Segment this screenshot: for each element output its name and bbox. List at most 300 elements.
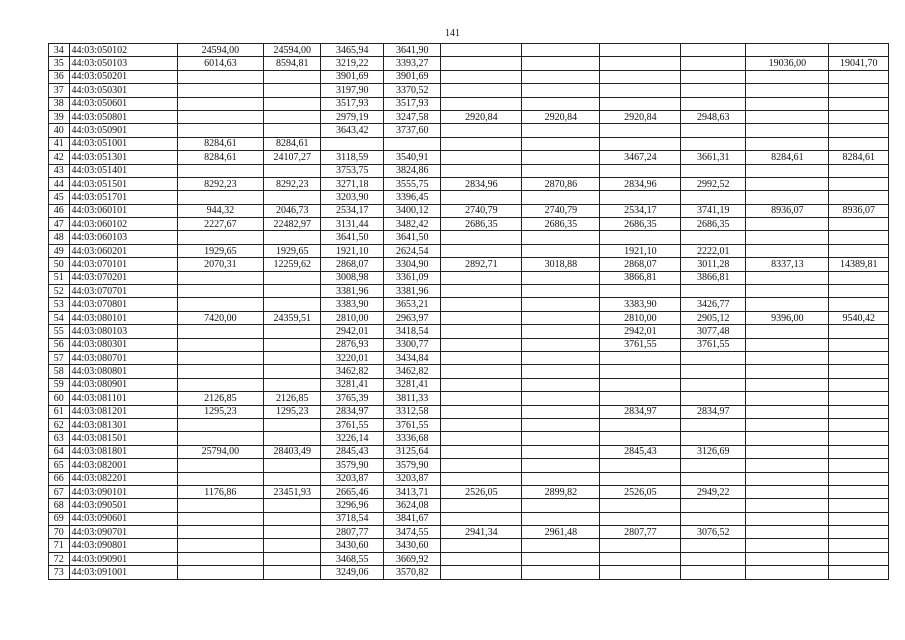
row-number: 41	[49, 137, 70, 150]
value-cell	[746, 97, 829, 110]
value-cell: 3517,93	[384, 97, 441, 110]
value-cell: 3661,31	[681, 151, 746, 164]
value-cell	[746, 445, 829, 458]
value-cell: 3076,52	[681, 526, 746, 539]
cadastral-code: 44:03:051501	[69, 177, 177, 190]
value-cell: 2740,79	[522, 204, 600, 217]
value-cell: 3296,96	[321, 499, 384, 512]
value-cell: 3018,88	[522, 258, 600, 271]
value-cell	[600, 459, 681, 472]
value-cell: 3901,69	[321, 70, 384, 83]
value-cell: 3653,21	[384, 298, 441, 311]
value-cell: 8284,61	[829, 151, 889, 164]
value-cell	[441, 84, 522, 97]
row-number: 57	[49, 351, 70, 364]
value-cell: 1929,65	[264, 244, 321, 257]
value-cell: 3304,90	[384, 258, 441, 271]
value-cell: 3841,67	[384, 512, 441, 525]
value-cell	[522, 191, 600, 204]
table-row	[49, 110, 889, 123]
value-cell	[600, 351, 681, 364]
value-cell	[829, 459, 889, 472]
cadastral-code: 44:03:080301	[69, 338, 177, 351]
value-cell	[746, 459, 829, 472]
cadastral-code: 44:03:060101	[69, 204, 177, 217]
value-cell	[600, 124, 681, 137]
cadastral-code: 44:03:050201	[69, 70, 177, 83]
value-cell	[681, 365, 746, 378]
value-cell: 3430,60	[321, 539, 384, 552]
value-cell	[746, 365, 829, 378]
value-cell: 3462,82	[384, 365, 441, 378]
value-cell	[829, 499, 889, 512]
row-number: 46	[49, 204, 70, 217]
value-cell	[600, 164, 681, 177]
value-cell	[829, 432, 889, 445]
table-row	[49, 552, 889, 565]
value-cell	[441, 392, 522, 405]
value-cell: 2834,96	[600, 177, 681, 190]
row-number: 73	[49, 566, 70, 579]
table-row	[49, 258, 889, 271]
value-cell	[522, 405, 600, 418]
value-cell: 3866,81	[600, 271, 681, 284]
value-cell	[746, 338, 829, 351]
row-number: 52	[49, 285, 70, 298]
table-row	[49, 151, 889, 164]
value-cell	[681, 552, 746, 565]
value-cell	[177, 338, 263, 351]
value-cell	[829, 44, 889, 57]
value-cell	[829, 445, 889, 458]
value-cell	[829, 298, 889, 311]
value-cell: 1176,86	[177, 485, 263, 498]
value-cell: 2686,35	[681, 218, 746, 231]
value-cell: 9396,00	[746, 311, 829, 324]
value-cell	[177, 472, 263, 485]
value-cell	[441, 418, 522, 431]
value-cell	[441, 378, 522, 391]
value-cell	[441, 365, 522, 378]
value-cell	[177, 110, 263, 123]
value-cell: 6014,63	[177, 57, 263, 70]
cadastral-code: 44:03:081201	[69, 405, 177, 418]
value-cell	[600, 365, 681, 378]
value-cell: 3811,33	[384, 392, 441, 405]
value-cell: 3579,90	[384, 459, 441, 472]
value-cell	[829, 552, 889, 565]
value-cell	[441, 459, 522, 472]
value-cell	[681, 378, 746, 391]
value-cell	[177, 325, 263, 338]
value-cell: 8284,61	[177, 151, 263, 164]
value-cell: 2948,63	[681, 110, 746, 123]
value-cell	[264, 285, 321, 298]
value-cell: 7420,00	[177, 311, 263, 324]
value-cell	[441, 191, 522, 204]
value-cell: 3219,22	[321, 57, 384, 70]
value-cell: 22482,97	[264, 218, 321, 231]
value-cell	[522, 285, 600, 298]
table-row	[49, 137, 889, 150]
value-cell: 3393,27	[384, 57, 441, 70]
row-number: 71	[49, 539, 70, 552]
value-cell	[746, 552, 829, 565]
value-cell: 2876,93	[321, 338, 384, 351]
value-cell	[746, 191, 829, 204]
value-cell: 28403,49	[264, 445, 321, 458]
table-row	[49, 84, 889, 97]
value-cell	[600, 285, 681, 298]
cadastral-code: 44:03:080103	[69, 325, 177, 338]
value-cell	[600, 84, 681, 97]
value-cell	[681, 137, 746, 150]
value-cell: 2992,52	[681, 177, 746, 190]
table-row	[49, 472, 889, 485]
value-cell	[829, 485, 889, 498]
value-cell: 3462,82	[321, 365, 384, 378]
value-cell: 3370,52	[384, 84, 441, 97]
cadastral-code: 44:03:081301	[69, 418, 177, 431]
value-cell: 3131,44	[321, 218, 384, 231]
value-cell	[264, 191, 321, 204]
value-cell	[522, 231, 600, 244]
table-row	[49, 218, 889, 231]
value-cell	[264, 539, 321, 552]
value-cell	[829, 271, 889, 284]
value-cell	[177, 191, 263, 204]
value-cell	[746, 177, 829, 190]
value-cell: 3641,50	[384, 231, 441, 244]
table-row	[49, 231, 889, 244]
value-cell	[264, 418, 321, 431]
value-cell: 3718,54	[321, 512, 384, 525]
value-cell	[441, 244, 522, 257]
value-cell: 3570,82	[384, 566, 441, 579]
row-number: 39	[49, 110, 70, 123]
value-cell	[177, 70, 263, 83]
cadastral-code: 44:03:081101	[69, 392, 177, 405]
value-cell	[746, 472, 829, 485]
value-cell	[681, 472, 746, 485]
value-cell: 3430,60	[384, 539, 441, 552]
value-cell	[522, 298, 600, 311]
value-cell	[522, 432, 600, 445]
value-cell: 3383,90	[321, 298, 384, 311]
value-cell: 3203,87	[321, 472, 384, 485]
value-cell	[522, 365, 600, 378]
value-cell	[264, 325, 321, 338]
row-number: 62	[49, 418, 70, 431]
value-cell	[177, 124, 263, 137]
cadastral-code: 44:03:090701	[69, 526, 177, 539]
value-cell	[384, 137, 441, 150]
cadastral-code: 44:03:090501	[69, 499, 177, 512]
value-cell: 2834,97	[600, 405, 681, 418]
value-cell	[829, 512, 889, 525]
value-cell	[600, 44, 681, 57]
value-cell	[177, 418, 263, 431]
value-cell	[600, 70, 681, 83]
value-cell: 2941,34	[441, 526, 522, 539]
row-number: 70	[49, 526, 70, 539]
value-cell	[681, 566, 746, 579]
value-cell	[522, 378, 600, 391]
value-cell: 3312,58	[384, 405, 441, 418]
cadastral-code: 44:03:090101	[69, 485, 177, 498]
value-cell: 3434,84	[384, 351, 441, 364]
value-cell	[441, 231, 522, 244]
value-cell	[441, 57, 522, 70]
value-cell: 3540,91	[384, 151, 441, 164]
value-cell	[522, 244, 600, 257]
cadastral-code: 44:03:080901	[69, 378, 177, 391]
value-cell: 3555,75	[384, 177, 441, 190]
value-cell: 2807,77	[321, 526, 384, 539]
value-cell	[177, 84, 263, 97]
value-cell: 3761,55	[384, 418, 441, 431]
cadastral-code: 44:03:080701	[69, 351, 177, 364]
value-cell	[264, 526, 321, 539]
table-row	[49, 164, 889, 177]
cadastral-code: 44:03:082001	[69, 459, 177, 472]
value-cell	[264, 70, 321, 83]
value-cell	[177, 365, 263, 378]
value-cell: 3641,90	[384, 44, 441, 57]
value-cell	[441, 325, 522, 338]
value-cell: 24359,51	[264, 311, 321, 324]
value-cell: 3866,81	[681, 271, 746, 284]
cadastral-code: 44:03:082201	[69, 472, 177, 485]
cadastral-code: 44:03:051001	[69, 137, 177, 150]
value-cell: 8284,61	[177, 137, 263, 150]
cadastral-code: 44:03:060102	[69, 218, 177, 231]
value-cell: 3247,58	[384, 110, 441, 123]
value-cell	[441, 298, 522, 311]
value-cell: 1295,23	[177, 405, 263, 418]
value-cell: 3008,98	[321, 271, 384, 284]
cadastral-code: 44:03:090901	[69, 552, 177, 565]
value-cell	[681, 70, 746, 83]
value-cell: 2526,05	[600, 485, 681, 498]
value-cell	[441, 164, 522, 177]
table-row	[49, 191, 889, 204]
page-number: 141	[445, 28, 460, 39]
value-cell	[522, 271, 600, 284]
value-cell	[264, 97, 321, 110]
row-number: 64	[49, 445, 70, 458]
row-number: 50	[49, 258, 70, 271]
value-cell	[177, 164, 263, 177]
value-cell: 9540,42	[829, 311, 889, 324]
table-row	[49, 418, 889, 431]
value-cell	[746, 298, 829, 311]
table-row	[49, 177, 889, 190]
table-row	[49, 57, 889, 70]
cadastral-code: 44:03:090601	[69, 512, 177, 525]
value-cell	[441, 472, 522, 485]
table-row	[49, 271, 889, 284]
value-cell: 8284,61	[746, 151, 829, 164]
value-cell: 14389,81	[829, 258, 889, 271]
value-cell: 2686,35	[441, 218, 522, 231]
value-cell: 2920,84	[441, 110, 522, 123]
value-cell	[681, 97, 746, 110]
table-row	[49, 392, 889, 405]
value-cell	[441, 405, 522, 418]
value-cell	[177, 432, 263, 445]
table-row	[49, 70, 889, 83]
value-cell	[264, 499, 321, 512]
value-cell	[522, 124, 600, 137]
cadastral-code: 44:03:081501	[69, 432, 177, 445]
data-table	[48, 43, 889, 580]
value-cell	[681, 512, 746, 525]
value-cell: 2920,84	[522, 110, 600, 123]
value-cell: 2920,84	[600, 110, 681, 123]
value-cell	[681, 124, 746, 137]
value-cell	[829, 110, 889, 123]
row-number: 44	[49, 177, 70, 190]
value-cell: 3203,90	[321, 191, 384, 204]
value-cell	[441, 137, 522, 150]
value-cell	[441, 271, 522, 284]
cadastral-code: 44:03:091001	[69, 566, 177, 579]
value-cell	[829, 177, 889, 190]
value-cell: 24107,27	[264, 151, 321, 164]
value-cell	[264, 338, 321, 351]
value-cell	[264, 298, 321, 311]
value-cell	[746, 325, 829, 338]
value-cell	[522, 97, 600, 110]
value-cell: 3381,96	[384, 285, 441, 298]
value-cell: 3126,69	[681, 445, 746, 458]
value-cell: 12259,62	[264, 258, 321, 271]
value-cell: 2834,97	[321, 405, 384, 418]
table-row	[49, 378, 889, 391]
cadastral-code: 44:03:050601	[69, 97, 177, 110]
value-cell	[441, 512, 522, 525]
value-cell	[600, 432, 681, 445]
value-cell	[522, 325, 600, 338]
value-cell	[522, 472, 600, 485]
value-cell: 3669,92	[384, 552, 441, 565]
value-cell	[522, 418, 600, 431]
value-cell: 2834,96	[441, 177, 522, 190]
row-number: 47	[49, 218, 70, 231]
table-row	[49, 204, 889, 217]
value-cell	[600, 566, 681, 579]
value-cell	[746, 418, 829, 431]
value-cell	[829, 378, 889, 391]
value-cell: 8337,13	[746, 258, 829, 271]
value-cell: 3125,64	[384, 445, 441, 458]
value-cell	[441, 151, 522, 164]
value-cell: 3426,77	[681, 298, 746, 311]
value-cell	[264, 110, 321, 123]
value-cell: 2979,19	[321, 110, 384, 123]
value-cell	[746, 84, 829, 97]
table-row	[49, 499, 889, 512]
value-cell: 3418,54	[384, 325, 441, 338]
row-number: 67	[49, 485, 70, 498]
value-cell	[441, 311, 522, 324]
value-cell	[264, 472, 321, 485]
value-cell	[522, 459, 600, 472]
table-row	[49, 351, 889, 364]
value-cell	[829, 218, 889, 231]
row-number: 49	[49, 244, 70, 257]
table-row	[49, 365, 889, 378]
value-cell: 2070,31	[177, 258, 263, 271]
value-cell: 3901,69	[384, 70, 441, 83]
value-cell	[600, 499, 681, 512]
value-cell: 2868,07	[321, 258, 384, 271]
row-number: 43	[49, 164, 70, 177]
value-cell	[441, 70, 522, 83]
value-cell	[264, 84, 321, 97]
value-cell	[829, 244, 889, 257]
value-cell	[681, 499, 746, 512]
value-cell	[522, 445, 600, 458]
row-number: 53	[49, 298, 70, 311]
value-cell	[600, 512, 681, 525]
value-cell	[600, 539, 681, 552]
value-cell: 3400,12	[384, 204, 441, 217]
value-cell	[177, 231, 263, 244]
value-cell	[829, 338, 889, 351]
value-cell: 8936,07	[829, 204, 889, 217]
table-row	[49, 244, 889, 257]
value-cell	[746, 44, 829, 57]
value-cell	[829, 418, 889, 431]
value-cell: 2870,86	[522, 177, 600, 190]
value-cell: 2961,48	[522, 526, 600, 539]
cadastral-code: 44:03:070101	[69, 258, 177, 271]
value-cell	[681, 418, 746, 431]
value-cell	[746, 499, 829, 512]
value-cell	[681, 191, 746, 204]
value-cell	[829, 365, 889, 378]
value-cell: 2845,43	[600, 445, 681, 458]
value-cell	[681, 459, 746, 472]
value-cell	[522, 338, 600, 351]
value-cell	[600, 57, 681, 70]
value-cell: 3413,71	[384, 485, 441, 498]
value-cell: 19036,00	[746, 57, 829, 70]
value-cell: 1921,10	[600, 244, 681, 257]
value-cell: 3077,48	[681, 325, 746, 338]
value-cell	[681, 392, 746, 405]
value-cell	[681, 285, 746, 298]
value-cell	[746, 392, 829, 405]
value-cell: 2686,35	[600, 218, 681, 231]
value-cell: 3249,06	[321, 566, 384, 579]
value-cell: 3465,94	[321, 44, 384, 57]
value-cell	[829, 351, 889, 364]
value-cell	[177, 271, 263, 284]
value-cell: 3467,24	[600, 151, 681, 164]
row-number: 61	[49, 405, 70, 418]
value-cell: 24594,00	[264, 44, 321, 57]
value-cell	[264, 459, 321, 472]
value-cell: 3396,45	[384, 191, 441, 204]
value-cell: 3761,55	[600, 338, 681, 351]
value-cell	[177, 97, 263, 110]
value-cell	[829, 124, 889, 137]
cadastral-code: 44:03:060201	[69, 244, 177, 257]
value-cell	[177, 285, 263, 298]
